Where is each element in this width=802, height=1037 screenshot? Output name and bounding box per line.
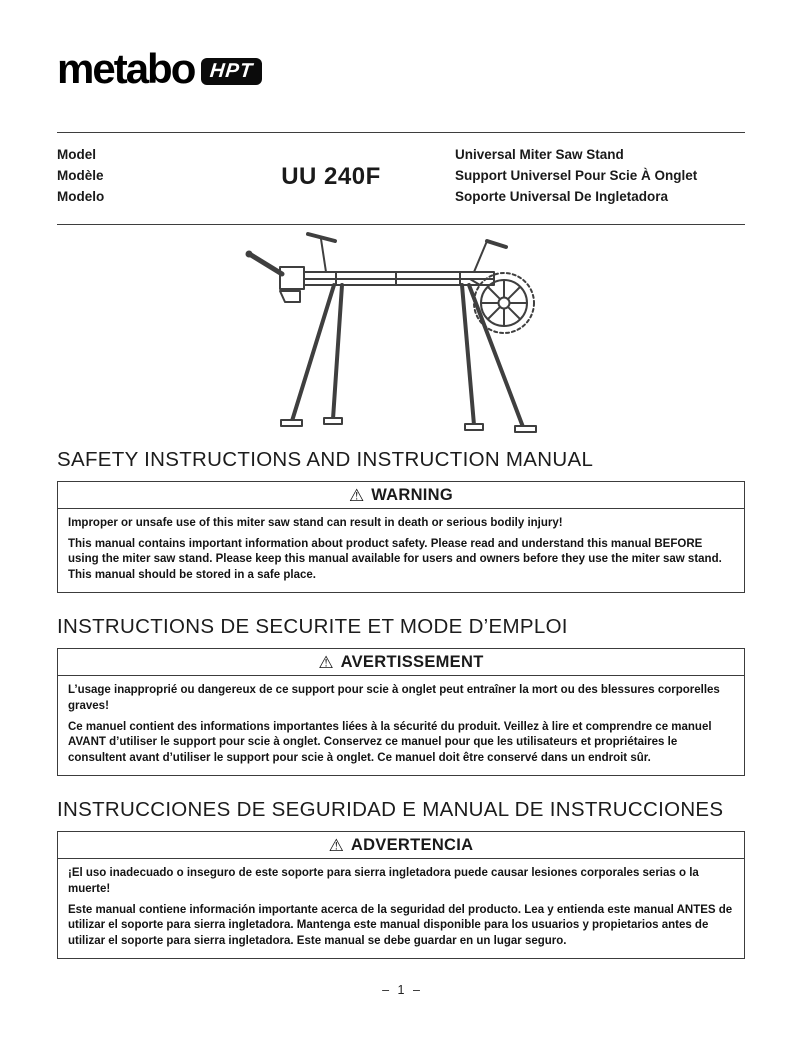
warning-icon: ⚠ (348, 486, 365, 505)
warning-paragraph: This manual contains important information about product safety. Please read and understand this manual BEFORE using the miter saw stand. Please keep this manual available for users and owners before they use the miter saw stand. This manual should be stored in a safe place. (68, 537, 722, 581)
warning-box-fr (57, 648, 745, 776)
model-labels (57, 144, 207, 207)
warning-box-es (57, 831, 745, 959)
model-label-fr: Modèle (57, 168, 104, 183)
warning-header-fr (58, 649, 744, 676)
warning-paragraph: Ce manuel contient des informations importantes liées à la sécurité du produit. Veillez à lire et comprendre ce manuel AVANT d’utiliser le support pour scie à onglet. Conservez ce manuel pour que les utilisateurs et propriétaires le consultent avant d’utiliser le support pour scie à onglet. Ce manuel doit être conservé dans un endroit sûr. (68, 720, 712, 764)
warning-title-es: ADVERTENCIA (350, 836, 474, 855)
warning-body-es (58, 859, 744, 958)
hpt-badge-text: HPT (209, 60, 255, 82)
page-footer (0, 983, 802, 997)
page-number: – 1 – (382, 983, 420, 997)
product-illustration (57, 225, 745, 443)
warning-header-en (58, 482, 744, 509)
warning-icon: ⚠ (318, 653, 334, 673)
product-names (455, 144, 745, 207)
model-label-es: Modelo (57, 189, 105, 204)
warning-body-en (58, 509, 744, 592)
warning-box-en (57, 481, 745, 593)
model-number: UU 240F (281, 163, 381, 190)
product-name-es: Soporte Universal De Ingletadora (455, 189, 669, 204)
section-heading-en: SAFETY INSTRUCTIONS AND INSTRUCTION MANUAL (57, 448, 594, 471)
warning-header-es (58, 832, 744, 859)
warning-paragraph: Improper or unsafe use of this miter saw stand can result in death or serious bodily injury! (68, 517, 563, 529)
warning-paragraph: L’usage inapproprié ou dangereux de ce support pour scie à onglet peut entraîner la mort ou des blessures corporelles graves! (68, 684, 720, 712)
section-heading-fr: INSTRUCTIONS DE SECURITE ET MODE D’EMPLOI (57, 615, 568, 639)
section-heading-es: INSTRUCCIONES DE SEGURIDAD E MANUAL DE INSTRUCCIONES (57, 798, 724, 822)
warning-icon: ⚠ (328, 836, 344, 856)
brand-logo (57, 45, 745, 93)
warning-paragraph: Este manual contiene información importante acerca de la seguridad del producto. Lea y entienda este manual ANTES de utilizar el soporte para sierra ingletadora. Mantenga este manual disponible para los usuarios y propietarios antes de utilizar el soporte para sierra ingletadora. Este manual se debe guardar en un lugar seguro. (68, 903, 733, 947)
model-block (57, 133, 745, 224)
product-name-fr: Support Universel Pour Scie À Onglet (455, 168, 698, 183)
warning-title-fr: AVERTISSEMENT (340, 653, 484, 672)
warning-title-en: WARNING (371, 486, 454, 504)
miter-saw-stand-drawing (236, 229, 566, 441)
warning-paragraph: ¡El uso inadecuado o inseguro de este soporte para sierra ingletadora puede causar lesiones corporales serias o la muerte! (68, 867, 699, 895)
warning-body-fr (58, 676, 744, 775)
hpt-badge (201, 58, 262, 85)
product-name-en: Universal Miter Saw Stand (455, 147, 624, 162)
model-label-en: Model (57, 147, 96, 162)
metabo-wordmark: metabo (57, 45, 195, 93)
